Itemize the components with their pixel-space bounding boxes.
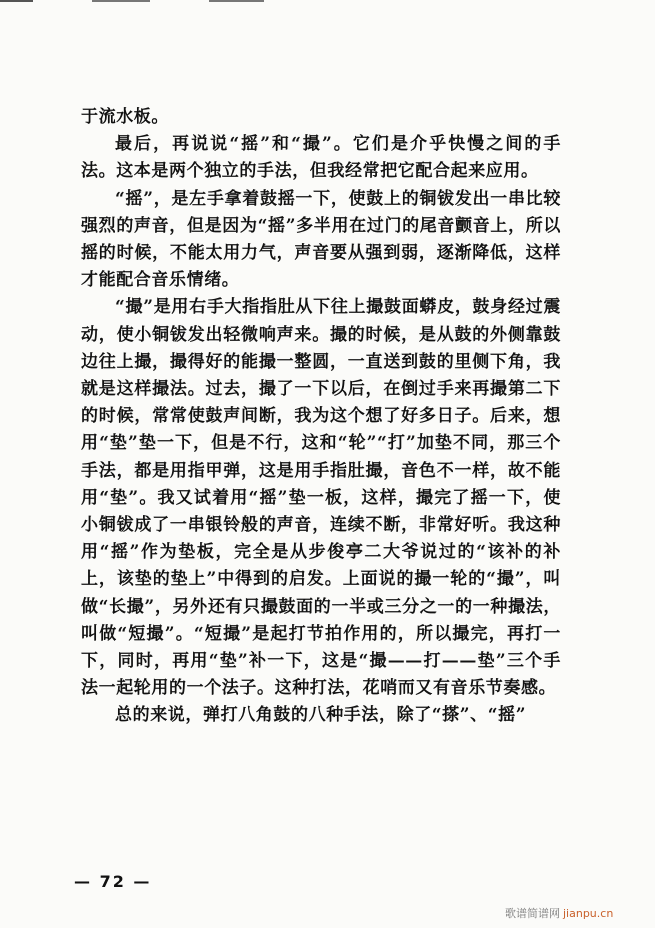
paragraph-yao: “摇”，是左手拿着鼓摇一下，使鼓上的铜钹发出一串比较强烈的声音，但是因为“摇”多半用在过门的尾音颤音上，所以摇的时候，不能太用力气，声音要从强到弱，逐渐降低，这样才能配合音乐情绪。 xyxy=(81,188,561,291)
watermark xyxy=(505,905,613,921)
watermark-site: jianpu.cn xyxy=(563,907,614,920)
paragraph-summary: 总的来说，弹打八角鼓的八种手法，除了“搽”、“摇” xyxy=(115,705,527,726)
scan-edge-mark xyxy=(92,0,150,2)
paragraph-continuation: 于流水板。 xyxy=(81,107,169,127)
page-number: — 72 — xyxy=(74,872,152,891)
paragraph-yao-cuo-intro: 最后，再说说“摇”和“撮”。它们是介乎快慢之间的手法。这本是两个独立的手法，但我经常把它配合起来应用。 xyxy=(81,134,561,182)
scan-edge-mark xyxy=(209,0,264,2)
watermark-cn: 歌谱简谱网 xyxy=(505,907,560,920)
scan-edge-mark xyxy=(0,0,33,2)
paragraph-cuo: “撮”是用右手大指指肚从下往上撮鼓面蟒皮，鼓身经过震动，使小铜钹发出轻微响声来。撮的时候，是从鼓的外侧靠鼓边往上撮，撮得好的能撮一整圆，一直送到鼓的里侧下角，我就是这样撮法。过去，撮了一下以后，在倒过手来再撮第二下的时候，常常使鼓声间断，我为这个想了好多日子。后来，想用“垫”垫一下，但是不行，这和“轮”“打”加垫不同，那三个手法，都是用指甲弹，这是用手指肚撮，音色不一样，故不能用“垫”。我又试着用“摇”垫一板，这样，撮完了摇一下，使小铜钹成了一串银铃般的声音，连续不断，非常好听。我这种用“摇”作为垫板，完全是从步俊亭二大爷说过的“该补的补上，该垫的垫上”中得到的启发。上面说的撮一轮的“撮”，叫做“长撮”，另外还有只撮鼓面的一半或三分之一的一种撮法，叫做“短撮”。“短撮”是起打节拍作用的，所以撮完，再打一下，同时，再用“垫”补一下，这是“撮——打——垫”三个手法一起轮用的一个法子。这种打法，花哨而又有音乐节奏感。 xyxy=(81,297,561,699)
page-body xyxy=(81,104,561,730)
